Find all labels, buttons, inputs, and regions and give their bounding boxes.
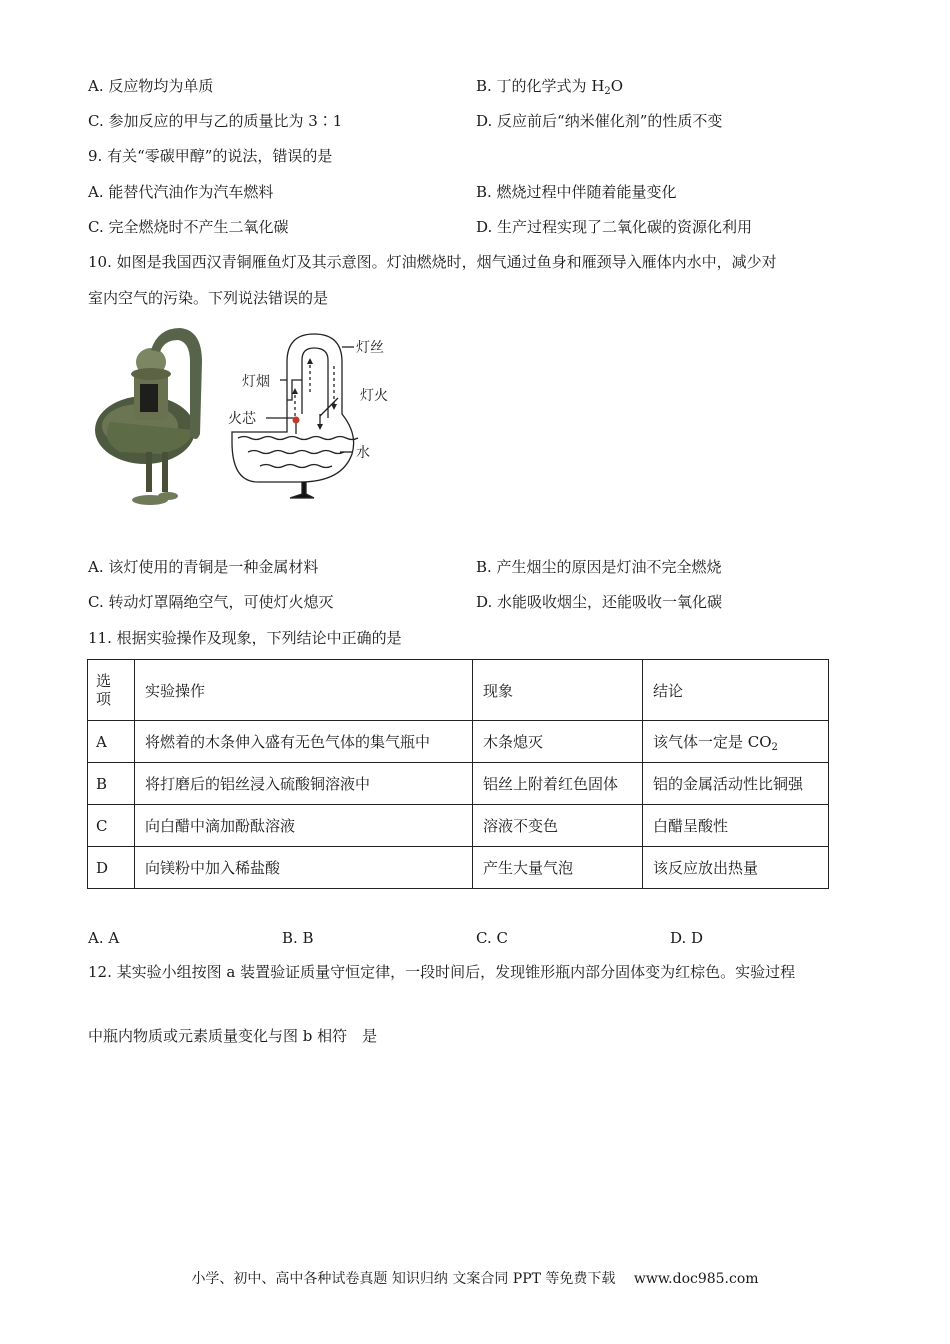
q12-stem-line1: 12. 某实验小组按图 a 装置验证质量守恒定律，一段时间后，发现锥形瓶内部分固体变为红棕色。实验过程 <box>88 963 796 981</box>
q10-option-b: B. 产生烟尘的原因是灯油不完全燃烧 <box>476 558 722 576</box>
label-huoxin: 火芯 <box>228 411 256 427</box>
q8-option-a: A. 反应物均为单质 <box>88 77 214 95</box>
row-option: C <box>88 805 135 847</box>
row-conclusion-text: 该气体一定是 CO <box>653 732 772 751</box>
label-denghuo: 灯火 <box>360 388 388 404</box>
row-option: A <box>88 721 135 763</box>
header-option <box>88 660 135 721</box>
row-operation: 将燃着的木条伸入盛有无色气体的集气瓶中 <box>135 721 473 763</box>
experiment-table <box>87 659 829 889</box>
row-option: D <box>88 847 135 889</box>
header-operation: 实验操作 <box>135 660 473 721</box>
row-conclusion <box>643 721 829 763</box>
table-row <box>88 805 829 847</box>
q9-option-c: C. 完全燃烧时不产生二氧化碳 <box>88 218 289 236</box>
row-phenomenon: 铝丝上附着红色固体 <box>473 763 643 805</box>
q11-option-c: C. C <box>476 929 508 947</box>
table-row <box>88 763 829 805</box>
q10-stem-line1: 10. 如图是我国西汉青铜雁鱼灯及其示意图。灯油燃烧时，烟气通过鱼身和雁颈导入雁体内水中，减少对 <box>88 253 777 271</box>
q10-option-c: C. 转动灯罩隔绝空气，可使灯火熄灭 <box>88 593 334 611</box>
label-shui: 水 <box>356 445 370 461</box>
row-phenomenon: 木条熄灭 <box>473 721 643 763</box>
row-option: B <box>88 763 135 805</box>
table-row <box>88 847 829 889</box>
q8-option-b-sub: 2 <box>604 86 611 97</box>
label-dengyan: 灯烟 <box>242 374 270 390</box>
q9-option-a: A. 能替代汽油作为汽车燃料 <box>88 183 274 201</box>
q10-stem-line2: 室内空气的污染。下列说法错误的是 <box>88 289 329 307</box>
row-conclusion: 铝的金属活动性比铜强 <box>643 763 829 805</box>
q11-option-d: D. D <box>670 929 704 947</box>
q10-option-a: A. 该灯使用的青铜是一种金属材料 <box>88 558 319 576</box>
page-footer: 小学、初中、高中各种试卷真题 知识归纳 文案合同 PPT 等免费下载 www.doc985.com <box>191 1271 759 1287</box>
header-conclusion: 结论 <box>643 660 829 721</box>
q9-stem: 9. 有关“零碳甲醇”的说法，错误的是 <box>88 147 333 165</box>
q11-option-a: A. A <box>88 929 120 947</box>
q11-option-b: B. B <box>282 929 314 947</box>
q8-option-c: C. 参加反应的甲与乙的质量比为 3∶1 <box>88 112 343 130</box>
q8-option-b-text: B. 丁的化学式为 H <box>476 77 605 95</box>
row-conclusion: 该反应放出热量 <box>643 847 829 889</box>
row-operation: 向镁粉中加入稀盐酸 <box>135 847 473 889</box>
q10-illustration <box>90 322 410 522</box>
q10-figure-svg <box>90 322 410 522</box>
table-header-row <box>88 660 829 721</box>
header-option-bottom: 项 <box>96 690 112 708</box>
q10-option-d: D. 水能吸收烟尘，还能吸收一氧化碳 <box>476 593 723 611</box>
flame-dot <box>293 417 300 424</box>
q9-option-d: D. 生产过程实现了二氧化碳的资源化利用 <box>476 218 753 236</box>
q9-option-b: B. 燃烧过程中伴随着能量变化 <box>476 183 677 201</box>
bronze-goose-lamp-image <box>95 328 202 505</box>
q8-option-b-suffix: O <box>610 77 624 95</box>
table-row <box>88 721 829 763</box>
q8-option-b <box>476 76 623 102</box>
header-option-top: 选 <box>96 672 112 690</box>
row-operation: 将打磨后的铝丝浸入硫酸铜溶液中 <box>135 763 473 805</box>
row-conclusion: 白醋呈酸性 <box>643 805 829 847</box>
row-phenomenon: 溶液不变色 <box>473 805 643 847</box>
label-dengsi: 灯丝 <box>356 340 384 356</box>
q11-stem: 11. 根据实验操作及现象，下列结论中正确的是 <box>88 629 402 647</box>
q8-option-d: D. 反应前后“纳米催化剂”的性质不变 <box>476 112 723 130</box>
q12-stem-line2: 中瓶内物质或元素质量变化与图 b 相符 是 <box>88 1027 378 1045</box>
row-operation: 向白醋中滴加酚酞溶液 <box>135 805 473 847</box>
row-conclusion-sub: 2 <box>771 741 778 753</box>
row-phenomenon: 产生大量气泡 <box>473 847 643 889</box>
header-phenomenon: 现象 <box>473 660 643 721</box>
